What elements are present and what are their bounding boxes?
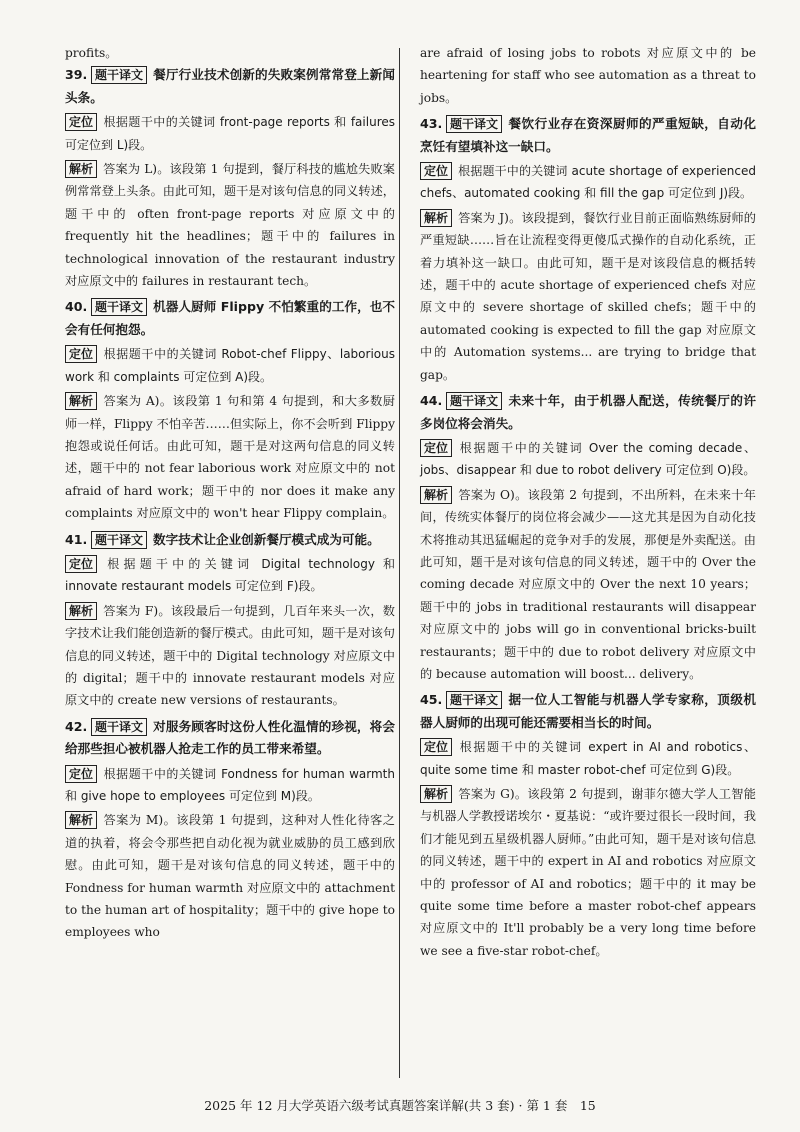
question-number: 42.: [65, 718, 88, 734]
location-tag: 定位: [65, 345, 97, 363]
analysis-text: 答案为 O)。该段第 2 句提到，不出所料，在未来十年间，传统实体餐厅的岗位将会减少——这尤其是因为自动化技术将推动其迅猛崛起的竞争对手的发展，那便是外卖配送。由此可知，题干是对该句信息的同义转述，题干中的 Over the coming decade 对应原文中的 Over the next 10 years；题干中的 jobs in traditional restaurants will disappear 对应原文中的 jobs will go in conventional bricks-built restaurants；题干中的 due to robot delivery 对应原文中的 because automation will boost... delivery。: [420, 487, 756, 681]
analysis-tag: 解析: [65, 602, 97, 620]
translation-tag: 题干译文: [446, 691, 502, 709]
location-text: 根据题干中的关键词 Fondness for human warmth 和 give hope to employees 可定位到 M)段。: [65, 766, 395, 803]
top-fragment: are afraid of losing jobs to robots 对应原文中的 be heartening for staff who see automation as a threat to jobs。: [420, 46, 756, 105]
question-translation: 据一位人工智能与机器人学专家称，顶级机器人厨师的出现可能还需要相当长的时间。: [420, 692, 756, 730]
analysis-text: 答案为 A)。该段第 1 句和第 4 句提到，和大多数厨师一样，Flippy 不怕辛苦……但实际上，你不会听到 Flippy 抱怨或说任何话。由此可知，题干是对这两句信息的同义转述，题干中的 not fear laborious work 对应原文中的 not afraid of hard work；题干中的 nor does it make any complaints 对应原文中的 won't hear Flippy complain。: [65, 394, 395, 521]
question-41: [65, 529, 395, 712]
location-text: 根据题干中的关键词 front-page reports 和 failures 可定位到 L)段。: [65, 115, 395, 152]
question-number: 39.: [65, 67, 88, 83]
question-translation: 数字技术让企业创新餐厅模式成为可能。: [153, 531, 380, 547]
question-number: 40.: [65, 299, 88, 315]
location-tag: 定位: [420, 738, 452, 756]
question-40: [65, 296, 395, 524]
analysis-text: 答案为 J)。该段提到，餐饮行业目前正面临熟练厨师的严重短缺……旨在让流程变得更傻瓜式操作的自动化系统，正着力填补这一缺口。由此可知，题干是对该段信息的概括转述，题干中的 acute shortage of experienced chefs 对应原文中的 severe shortage of skilled chefs；题干中的 automated cooking is expected to fill the gap 对应原文中的 Automation systems... are trying to bridge that gap。: [420, 210, 756, 382]
location-tag: 定位: [65, 555, 97, 573]
question-translation: 机器人厨师 Flippy 不怕繁重的工作，也不会有任何抱怨。: [65, 299, 395, 337]
analysis-tag: 解析: [65, 392, 97, 410]
location-tag: 定位: [420, 439, 452, 457]
question-number: 44.: [420, 393, 443, 409]
analysis-text: 答案为 L)。该段第 1 句提到，餐厅科技的尴尬失败案例常常登上头条。由此可知，题干是对该句信息的同义转述，题干中的 often front-page reports 对应原文中的 frequently hit the headlines；题干中的 failures in technological innovation of the restaurant industry 对应原文中的 failures in restaurant tech。: [65, 162, 395, 289]
question-number: 45.: [420, 692, 443, 708]
location-text: 根据题干中的关键词 Over the coming decade、jobs、disappear 和 due to robot delivery 可定位到 O)段。: [420, 440, 756, 478]
analysis-tag: 解析: [420, 209, 452, 227]
left-column: [65, 40, 395, 944]
analysis-tag: 解析: [420, 486, 452, 504]
page-footer: 2025 年 12 月大学英语六级考试真题答案详解(共 3 套) · 第 1 套 15: [204, 1098, 596, 1113]
location-text: 根据题干中的关键词 Digital technology 和 innovate restaurant models 可定位到 F)段。: [65, 556, 395, 594]
question-43: [420, 113, 756, 386]
question-39: [65, 64, 395, 292]
translation-tag: 题干译文: [91, 531, 147, 549]
right-column: [420, 40, 756, 962]
translation-tag: 题干译文: [446, 115, 502, 133]
location-tag: 定位: [420, 162, 452, 180]
question-44: [420, 390, 756, 685]
location-text: 根据题干中的关键词 acute shortage of experienced chefs、automated cooking 和 fill the gap 可定位到 J)段。: [420, 164, 756, 201]
analysis-tag: 解析: [420, 785, 452, 803]
location-text: 根据题干中的关键词 Robot-chef Flippy、laborious work 和 complaints 可定位到 A)段。: [65, 347, 395, 384]
translation-tag: 题干译文: [91, 718, 147, 736]
analysis-text: 答案为 G)。该段第 2 句提到，谢菲尔德大学人工智能与机器人学教授诺埃尔・夏基说：“或许要过很长一段时间，我们才能见到五星级机器人厨师。”由此可知，题干是对该句信息的同义转述，题干中的 expert in AI and robotics 对应原文中的 professor of AI and robotics；题干中的 it may be quite some time before a master robot-chef appears 对应原文中的 It'll probably be a very long time before we see a five-star robot-chef。: [420, 787, 756, 958]
question-number: 43.: [420, 116, 443, 132]
question-45: [420, 689, 756, 962]
top-fragment: profits。: [65, 46, 118, 60]
question-translation: 对服务顾客时这份人性化温情的珍视，将会给那些担心被机器人抢走工作的员工带来希望。: [65, 718, 395, 757]
analysis-text: 答案为 M)。该段第 1 句提到，这种对人性化待客之道的执着，将会令那些把自动化视为就业威胁的员工感到欣慰。由此可知，题干是对该句信息的同义转述，题干中的 Fondness for human warmth 对应原文中的 attachment to the human art of hospitality；题干中的 give hope to employees who: [65, 813, 395, 940]
translation-tag: 题干译文: [446, 392, 502, 410]
column-divider: [399, 48, 400, 1078]
analysis-tag: 解析: [65, 160, 97, 178]
analysis-tag: 解析: [65, 811, 97, 829]
translation-tag: 题干译文: [91, 66, 147, 84]
question-translation: 未来十年，由于机器人配送，传统餐厅的许多岗位将会消失。: [420, 393, 756, 431]
translation-tag: 题干译文: [91, 298, 147, 316]
question-translation: 餐厅行业技术创新的失败案例常常登上新闻头条。: [65, 67, 395, 105]
location-text: 根据题干中的关键词 expert in AI and robotics、quite some time 和 master robot-chef 可定位到 G)段。: [420, 740, 756, 777]
question-translation: 餐饮行业存在资深厨师的严重短缺，自动化烹饪有望填补这一缺口。: [420, 116, 756, 154]
question-42: [65, 716, 395, 944]
location-tag: 定位: [65, 765, 97, 783]
question-number: 41.: [65, 531, 88, 547]
analysis-text: 答案为 F)。该段最后一句提到，几百年来头一次，数字技术让我们能创造新的餐厅模式。由此可知，题干是对该句信息的同义转述，题干中的 Digital technology 对应原文中的 digital；题干中的 innovate restaurant models 对应原文中的 create new versions of restaurants。: [65, 603, 395, 708]
location-tag: 定位: [65, 113, 97, 131]
